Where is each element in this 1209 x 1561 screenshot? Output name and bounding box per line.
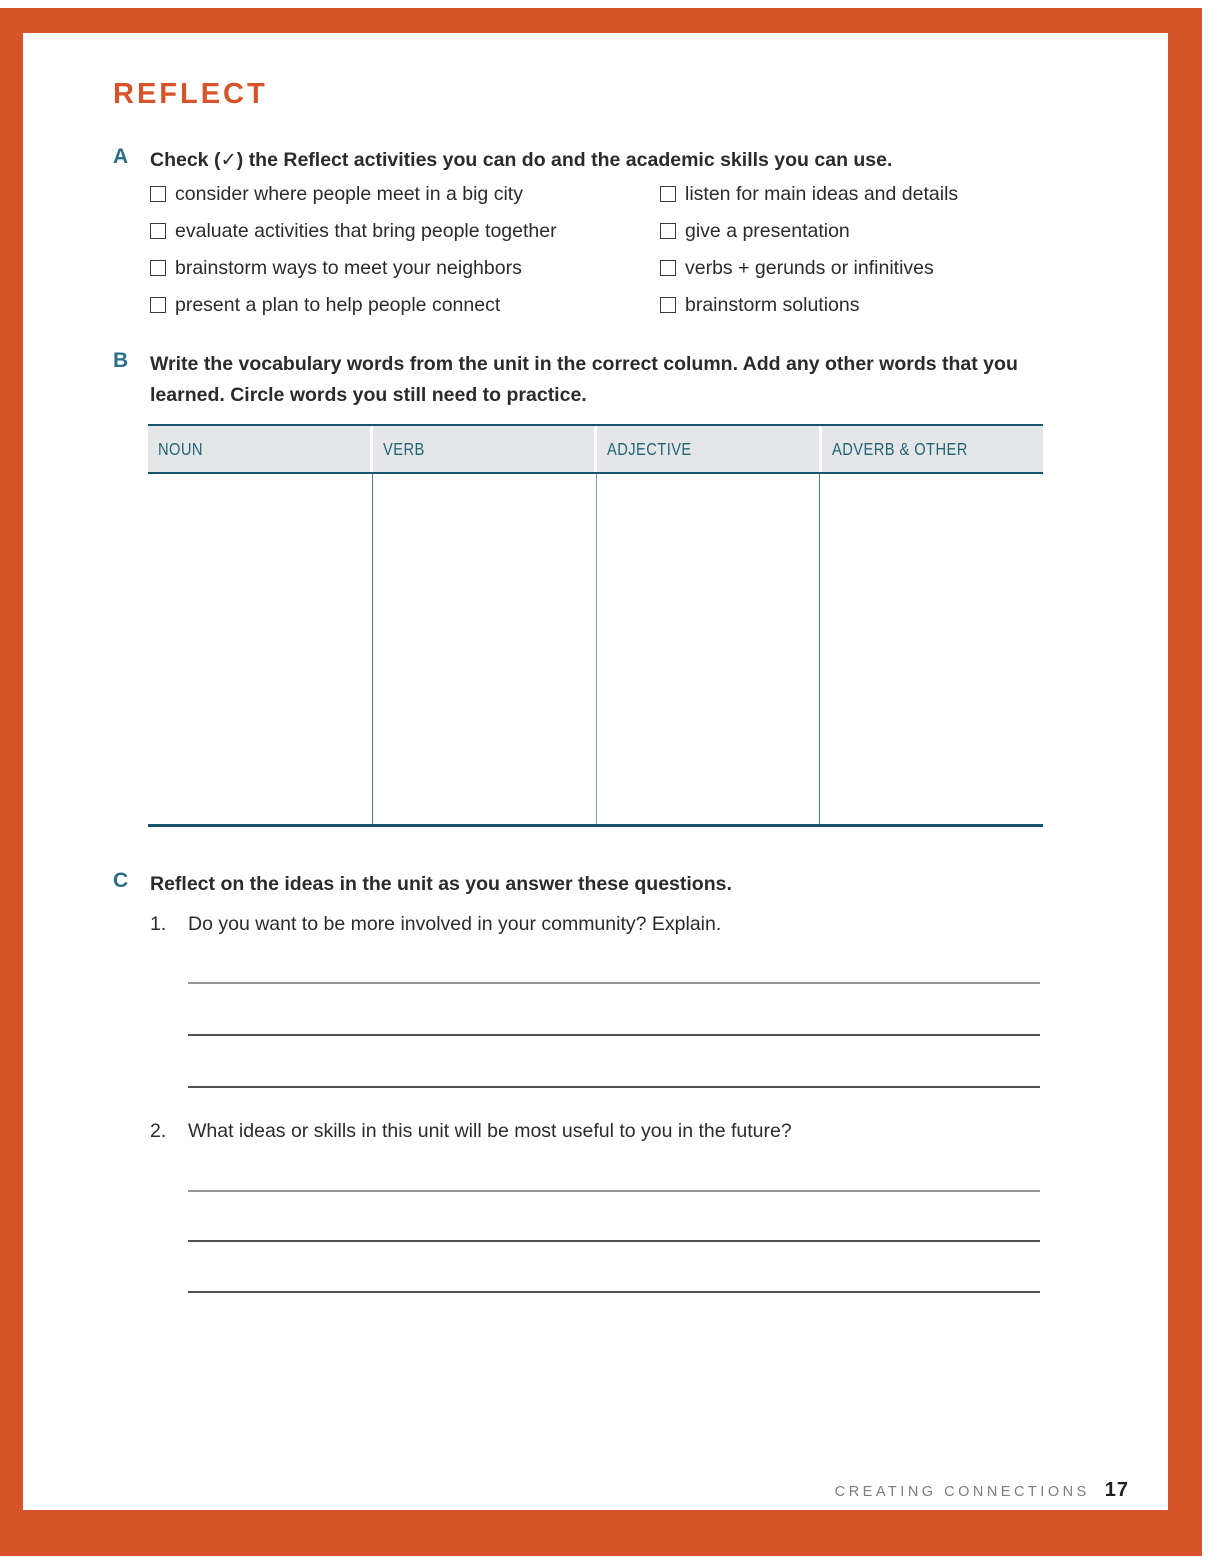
question-1-number: 1. [150,913,167,935]
column-header-adverb-other: ADVERB & OTHER [822,426,1044,472]
column-divider [819,474,820,824]
checklist-item-label: brainstorm solutions [685,293,860,316]
checkbox-icon[interactable] [660,223,676,239]
vocabulary-table-header-row [148,424,1043,474]
checklist-item[interactable] [660,221,850,241]
answer-line[interactable] [188,1086,1040,1088]
checklist-item[interactable] [150,295,500,315]
section-c-instruction: Reflect on the ideas in the unit as you answer these questions. [150,873,732,895]
column-divider [596,474,597,824]
section-c-label: C [113,869,129,892]
checklist-item-label: present a plan to help people connect [175,293,501,316]
question-2-number: 2. [150,1120,167,1142]
answer-line[interactable] [188,1190,1040,1192]
page-footer [835,1479,1129,1502]
section-a-label: A [113,145,129,168]
vocabulary-table [148,424,1043,827]
answer-line[interactable] [188,1240,1040,1242]
section-a-instruction: Check (✓) the Reflect activities you can do and the academic skills you can use. [150,149,893,171]
column-header-adjective: ADJECTIVE [597,426,819,472]
checkbox-icon[interactable] [150,223,166,239]
checklist-item[interactable] [150,221,557,241]
adverb-other-input-cell[interactable] [819,474,1043,824]
checkbox-icon[interactable] [150,186,166,202]
section-b-instruction: Write the vocabulary words from the unit in the correct column. Add any other words that you learned. Circle words you still need to practice. [150,353,1018,406]
page-title: REFLECT [113,78,268,110]
checklist-item[interactable] [660,295,860,315]
footer-page-number: 17 [1104,1479,1129,1501]
adjective-input-cell[interactable] [596,474,820,824]
column-header-noun: NOUN [148,426,370,472]
checklist-item[interactable] [660,258,934,278]
checklist-item-label: give a presentation [685,219,850,242]
column-header-verb: VERB [373,426,595,472]
answer-line[interactable] [188,982,1040,984]
checklist-item[interactable] [660,184,958,204]
checklist-item[interactable] [150,184,523,204]
column-divider [372,474,373,824]
checklist-item-label: brainstorm ways to meet your neighbors [175,256,522,279]
checklist-item-label: listen for main ideas and details [685,182,959,205]
checklist-item-label: evaluate activities that bring people together [175,219,557,242]
verb-input-cell[interactable] [372,474,596,824]
question-1-text: Do you want to be more involved in your community? Explain. [188,913,722,935]
answer-line[interactable] [188,1034,1040,1036]
checklist-item-label: verbs + gerunds or infinitives [685,256,934,279]
noun-input-cell[interactable] [148,474,372,824]
question-2-text: What ideas or skills in this unit will be most useful to you in the future? [188,1120,792,1142]
checkbox-icon[interactable] [150,260,166,276]
checkbox-icon[interactable] [150,297,166,313]
checklist-item[interactable] [150,258,522,278]
checkbox-icon[interactable] [660,297,676,313]
vocabulary-table-body [148,474,1043,827]
checkbox-icon[interactable] [660,186,676,202]
checkbox-icon[interactable] [660,260,676,276]
footer-book-title: CREATING CONNECTIONS [834,1484,1090,1500]
section-b-label: B [113,349,129,372]
answer-line[interactable] [188,1291,1040,1293]
checklist-item-label: consider where people meet in a big city [175,182,523,205]
